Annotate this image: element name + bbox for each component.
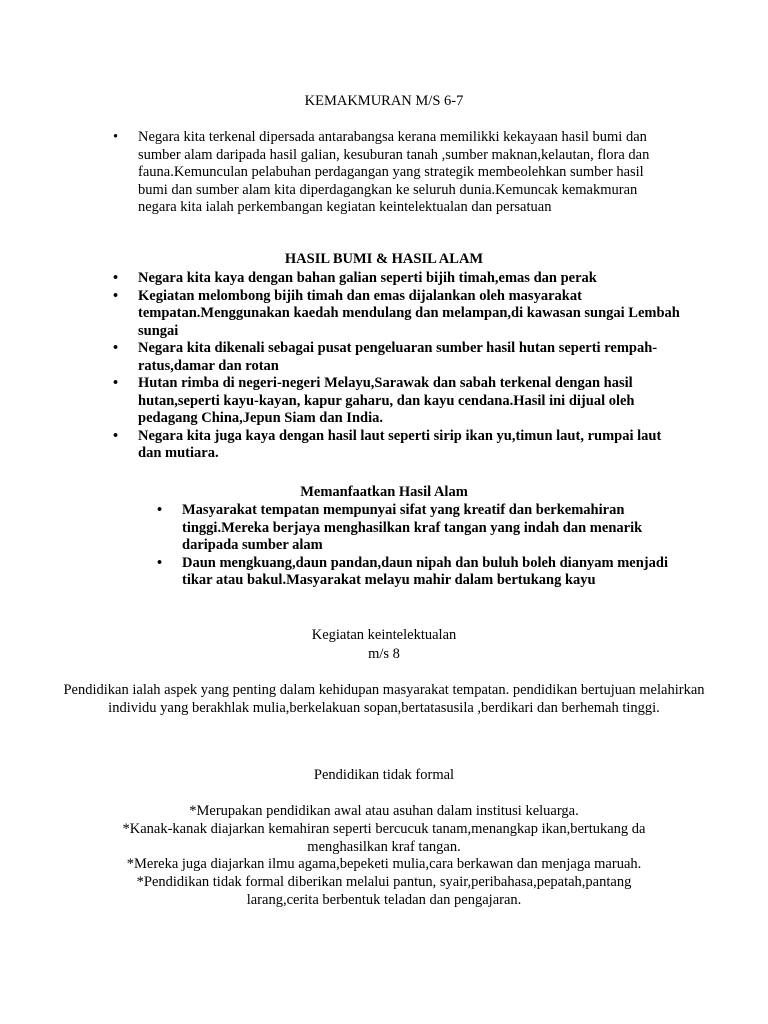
page-title: KEMAKMURAN M/S 6-7 [304,93,464,109]
hasil-bumi-list [113,270,683,463]
tidak-formal-line: *Pendidikan tidak formal diberikan melalui pantun, syair,peribahasa,pepatah,pantang larang,cerita berbentuk teladan dan pengajaran. [136,874,632,908]
list-item: • Kegiatan melombong bijih timah dan emas dijalankan oleh masyarakat tempatan.Menggunakan kaedah mendulang dan melampan,di kawasan sungai Lembah sungai [113,288,683,341]
section-subheading-page: m/s 8 [368,646,400,662]
list-item: • Negara kita dikenali sebagai pusat pengeluaran sumber hasil hutan seperti rempah-ratus,damar dan rotan [113,340,683,375]
list-item: • Masyarakat tempatan mempunyai sifat yang kreatif dan berkemahiran tinggi.Mereka berjaya menghasilkan kraf tangan yang indah dan menarik daripada sumber alam [157,502,677,555]
tidak-formal-line: *Kanak-kanak diajarkan kemahiran seperti bercucuk tanam,menangkap ikan,bertukang da menghasilkan kraf tangan. [122,821,646,855]
pendidikan-paragraph: Pendidikan ialah aspek yang penting dalam kehidupan masyarakat tempatan. pendidikan bertujuan melahirkan individu yang berakhlak mulia,berkelakuan sopan,bertatasusila ,berdikari dan berhemah tinggi. [63,682,705,716]
section-heading-tidak-formal: Pendidikan tidak formal [313,767,455,783]
intro-list [113,129,673,217]
section-heading-memanfaatkan: Memanfaatkan Hasil Alam [300,484,468,500]
tidak-formal-line: *Mereka juga diajarkan ilmu agama,bepeketi mulia,cara berkawan dan menjaga maruah. [126,856,642,872]
intro-paragraph: • Negara kita terkenal dipersada antarabangsa kerana memilikki kekayaan hasil bumi dan sumber alam daripada hasil galian, kesuburan tanah ,sumber maknan,kelautan, flora dan fauna.Kemunculan pelabuhan perdagangan yang strategik membeolehkan sumber hasil bumi dan sumber alam kita diperdagangkan ke seluruh dunia.Kemuncak kemakmuran negara kita ialah perkembangan kegiatan keintelektualan dan persatuan [113,129,673,217]
tidak-formal-line: *Merupakan pendidikan awal atau asuhan dalam institusi keluarga. [189,803,579,819]
list-item: • Hutan rimba di negeri-negeri Melayu,Sarawak dan sabah terkenal dengan hasil hutan,seperti kayu-kayan, kapur gaharu, dan kayu cendana.Hasil ini dijual oleh pedagang China,Jepun Siam dan India. [113,375,683,428]
section-heading-hasil-bumi: HASIL BUMI & HASIL ALAM [284,251,484,267]
list-item: • Negara kita juga kaya dengan hasil laut seperti sirip ikan yu,timun laut, rumpai laut dan mutiara. [113,428,683,463]
section-heading-keintelektualan: Kegiatan keintelektualan [311,627,457,643]
memanfaatkan-list [157,502,677,590]
list-item: • Negara kita kaya dengan bahan galian seperti bijih timah,emas dan perak [113,270,683,288]
list-item: • Daun mengkuang,daun pandan,daun nipah dan buluh boleh dianyam menjadi tikar atau bakul.Masyarakat melayu mahir dalam bertukang kayu [157,555,677,590]
